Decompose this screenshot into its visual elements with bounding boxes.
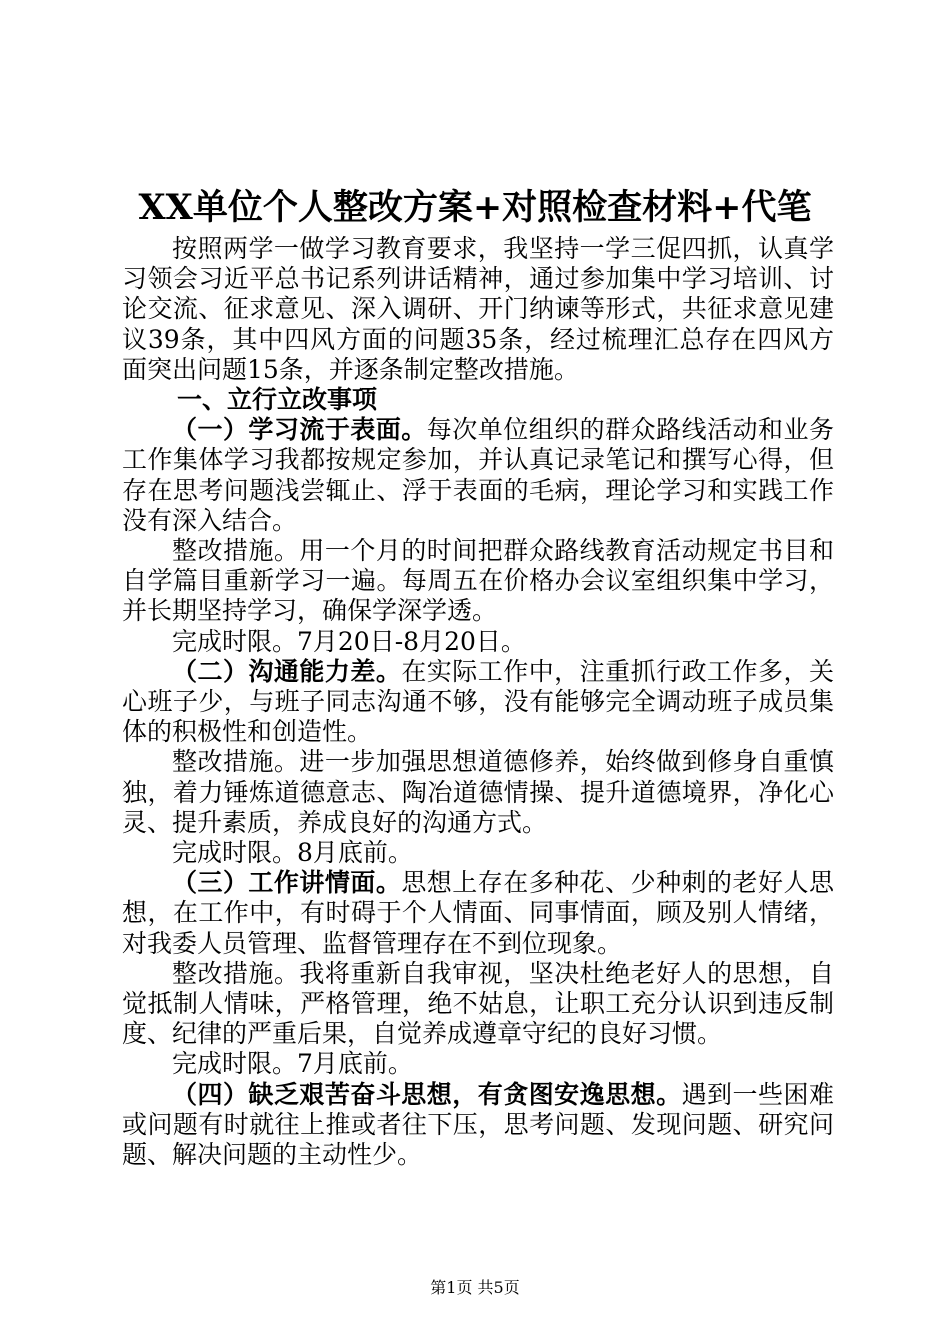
- item-3-deadline: 完成时限。7月底前。: [172, 1049, 413, 1079]
- item-1-text: 每次单位组织的群众路线活动和业务工作集体学习我都按规定参加，并认真记录笔记和撰写心得，但存在思考问题浅尝辄止、浮于表面的毛病，理论学习和实践工作没有深入结合。: [122, 415, 834, 535]
- item-2-paragraph: [122, 657, 834, 748]
- item-2-measures: 整改措施。进一步加强思想道德修养，始终做到修身自重慎独，着力锤炼道德意志、陶冶道德情操、提升道德境界，净化心灵、提升素质，养成良好的沟通方式。: [122, 747, 834, 837]
- item-4-text: 遇到一些困难或问题有时就往上推或者往下压，思考问题、发现问题、研究问题、解决问题的主动性少。: [122, 1079, 834, 1170]
- item-3-heading: （三）工作讲情面。: [172, 868, 402, 898]
- item-3-measures: 整改措施。我将重新自我审视，坚决杜绝老好人的思想，自觉抵制人情味，严格管理，绝不姑息，让职工充分认识到违反制度、纪律的严重后果，自觉养成遵章守纪的良好习惯。: [122, 958, 834, 1049]
- item-1-heading: （一）学习流于表面。: [172, 415, 427, 445]
- item-2-text: 在实际工作中，注重抓行政工作多，关心班子少，与班子同志沟通不够，没有能够完全调动班子成员集体的积极性和创造性。: [122, 656, 834, 747]
- document-body: [122, 234, 834, 1170]
- document-title: XX单位个人整改方案+对照检查材料+代笔: [138, 187, 812, 228]
- item-1-measures: 整改措施。用一个月的时间把群众路线教育活动规定书目和自学篇目重新学习一遍。每周五在价格办会议室组织集中学习，并长期坚持学习，确保学深学透。: [122, 536, 834, 626]
- item-1-deadline: 完成时限。7月20日-8月20日。: [172, 626, 526, 656]
- item-3-text: 思想上存在多种花、少种刺的老好人思想，在工作中，有时碍于个人情面、同事情面，顾及别人情绪，对我委人员管理、监督管理存在不到位现象。: [122, 868, 834, 958]
- item-4-heading: （四）缺乏艰苦奋斗思想，有贪图安逸思想。: [172, 1079, 682, 1109]
- item-2-deadline: 完成时限。8月底前。: [172, 838, 413, 868]
- item-1-paragraph: [122, 415, 834, 536]
- item-4-paragraph: [122, 1080, 834, 1171]
- item-3-paragraph: [122, 868, 834, 959]
- page-footer: 第1页 共5页: [430, 1278, 520, 1297]
- intro-paragraph: 按照两学一做学习教育要求，我坚持一学三促四抓，认真学习领会习近平总书记系列讲话精神，通过参加集中学习培训、讨论交流、征求意见、深入调研、开门纳谏等形式，共征求意见建议39条，其中四风方面的问题35条，经过梳理汇总存在四风方面突出问题15条，并逐条制定整改措施。: [122, 234, 834, 384]
- item-2-heading: （二）沟通能力差。: [172, 656, 402, 686]
- section-heading: 一、立行立改事项: [177, 385, 378, 415]
